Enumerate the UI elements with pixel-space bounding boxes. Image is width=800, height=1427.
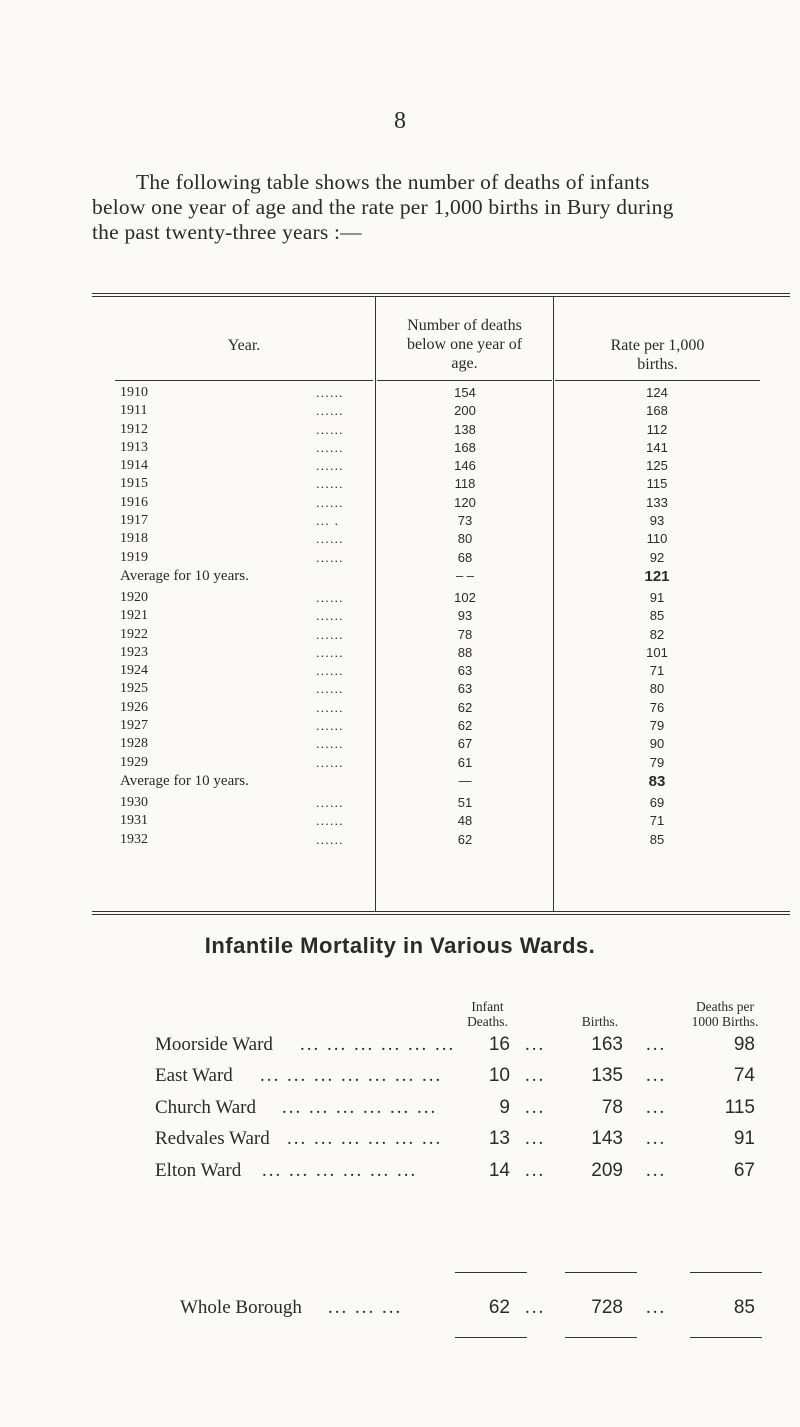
leader-dots: ......: [316, 718, 344, 734]
deaths-cell: 48: [457, 813, 473, 829]
table-row: [0, 813, 800, 831]
leader-dots: ......: [316, 549, 344, 565]
leader-dots: ... ... ... ... ... ...: [262, 1160, 418, 1181]
table-row: [0, 422, 800, 440]
infant-deaths-cell: 62: [488, 1297, 510, 1318]
separator-dots: ...: [525, 1034, 546, 1055]
header-year: Year.: [227, 337, 261, 354]
rate-cell: 121: [644, 567, 670, 585]
separator-dots: ...: [525, 1128, 546, 1149]
deaths-cell: —: [458, 772, 472, 788]
table-row: [0, 590, 800, 608]
rate-cell: 110: [646, 531, 668, 547]
ward-header-line: 1000 Births.: [691, 1014, 759, 1029]
year-cell: 1929: [120, 754, 148, 770]
deaths-cell: 62: [457, 699, 473, 715]
separator-dots: ...: [525, 1160, 546, 1181]
year-cell: 1931: [120, 813, 148, 829]
ward-name: Whole Borough: [180, 1297, 302, 1318]
leader-dots: ......: [316, 754, 344, 770]
page-number: 8: [394, 108, 406, 134]
table-row: [0, 795, 800, 813]
header-rate: [555, 336, 760, 374]
leader-dots: ... ... ...: [328, 1297, 403, 1318]
rate-cell: 85: [649, 608, 665, 624]
header-divider: [555, 380, 760, 381]
intro-paragraph: [92, 170, 768, 245]
year-cell: 1928: [120, 736, 148, 752]
rate-cell: 69: [649, 794, 665, 810]
rate-cell: 93: [649, 513, 665, 529]
table-bottom-rule: [92, 911, 790, 912]
header-deaths-line: age.: [451, 355, 478, 372]
deaths-cell: 62: [457, 831, 473, 847]
sum-line: [455, 1337, 527, 1338]
header-divider: [377, 380, 552, 381]
year-cell: 1923: [120, 644, 148, 660]
sum-line: [565, 1337, 637, 1338]
separator-dots: ...: [646, 1128, 667, 1149]
rate-cell: 85: [733, 1297, 755, 1318]
year-cell: 1917: [120, 513, 148, 529]
table-row: [0, 531, 800, 549]
rate-cell: 74: [733, 1065, 755, 1086]
table-row: [0, 663, 800, 681]
table-row: [0, 495, 800, 513]
ward-name: Moorside Ward: [155, 1034, 273, 1055]
infant-deaths-cell: 10: [488, 1065, 510, 1086]
rate-cell: 133: [646, 494, 668, 510]
leader-dots: ......: [316, 494, 344, 510]
header-rate-line: Rate per 1,000: [610, 337, 705, 354]
rate-cell: 71: [649, 663, 665, 679]
rate-cell: 90: [649, 736, 665, 752]
table-row: [0, 513, 800, 531]
ward-row: [0, 1097, 800, 1127]
rate-cell: 141: [646, 439, 668, 455]
intro-line: the past twenty-three years :—: [92, 220, 362, 244]
leader-dots: ......: [316, 736, 344, 752]
rate-cell: 79: [649, 754, 665, 770]
year-cell: 1915: [120, 476, 148, 492]
year-cell: 1924: [120, 663, 148, 679]
sum-line: [565, 1272, 637, 1273]
deaths-cell: 63: [457, 681, 473, 697]
deaths-cell: 102: [454, 589, 476, 605]
separator-dots: ...: [646, 1065, 667, 1086]
year-cell: 1932: [120, 831, 148, 847]
header-deaths: [377, 316, 552, 373]
ward-header-infant: [455, 999, 520, 1029]
separator-dots: ...: [525, 1297, 546, 1318]
rate-cell: 76: [649, 699, 665, 715]
leader-dots: ......: [316, 421, 344, 437]
ward-header-line: Infant: [471, 999, 504, 1014]
year-cell: 1912: [120, 421, 148, 437]
table-row: [0, 476, 800, 494]
deaths-cell: 138: [454, 421, 476, 437]
rate-cell: 82: [649, 626, 665, 642]
sum-line: [455, 1272, 527, 1273]
ward-total-row: [0, 1297, 800, 1327]
table-top-rule: [92, 293, 790, 294]
rate-cell: 91: [733, 1128, 755, 1149]
infant-deaths-cell: 13: [488, 1128, 510, 1149]
year-cell: 1925: [120, 681, 148, 697]
sum-line: [690, 1272, 762, 1273]
deaths-cell: 80: [457, 531, 473, 547]
deaths-cell: 78: [457, 626, 473, 642]
leader-dots: ... ... ... ... ... ... ...: [260, 1065, 443, 1086]
deaths-cell: 73: [457, 513, 473, 529]
table-row: [0, 385, 800, 403]
table-body: [0, 385, 800, 850]
births-cell: 143: [591, 1128, 623, 1149]
rate-cell: 91: [649, 589, 665, 605]
leader-dots: ......: [316, 663, 344, 679]
table-row: [0, 550, 800, 568]
leader-dots: ... ... ... ... ... ...: [287, 1128, 443, 1149]
rate-cell: 92: [649, 549, 665, 565]
ward-row: [0, 1065, 800, 1095]
infant-deaths-cell: 9: [499, 1097, 510, 1118]
deaths-cell: 88: [457, 644, 473, 660]
year-cell: 1922: [120, 626, 148, 642]
table-row: [0, 608, 800, 626]
table-row: [0, 645, 800, 663]
year-cell: 1913: [120, 439, 148, 455]
table-row: [0, 736, 800, 754]
deaths-cell: 154: [454, 385, 476, 400]
header-rate-line: births.: [637, 356, 678, 373]
deaths-cell: – –: [455, 567, 475, 583]
leader-dots: ......: [316, 439, 344, 455]
ward-row: [0, 1160, 800, 1190]
rate-cell: 125: [646, 458, 668, 474]
rate-cell: 98: [733, 1034, 755, 1055]
rate-cell: 115: [724, 1097, 755, 1118]
table-top-rule: [92, 296, 790, 297]
deaths-cell: 61: [457, 754, 473, 770]
header-divider: [115, 380, 373, 381]
leader-dots: ......: [316, 794, 344, 810]
deaths-cell: 93: [457, 608, 473, 624]
leader-dots: ......: [316, 608, 344, 624]
ward-name: Redvales Ward: [155, 1128, 270, 1149]
deaths-cell: 120: [454, 494, 476, 510]
deaths-cell: 118: [454, 476, 476, 492]
table-row: [0, 755, 800, 773]
year-cell: 1919: [120, 549, 148, 565]
rate-cell: 115: [646, 476, 668, 492]
rate-cell: 71: [649, 813, 665, 829]
rate-cell: 124: [646, 385, 668, 400]
rate-cell: 83: [648, 772, 666, 790]
table-row: [0, 718, 800, 736]
leader-dots: ......: [316, 476, 344, 492]
leader-dots: ......: [316, 458, 344, 474]
year-cell: 1927: [120, 718, 148, 734]
leader-dots: ......: [316, 531, 344, 547]
table-row: [0, 627, 800, 645]
ward-header-births: Births.: [581, 1014, 619, 1029]
separator-dots: ...: [646, 1297, 667, 1318]
ward-name: Church Ward: [155, 1097, 257, 1118]
intro-line: The following table shows the number of deaths of infants: [136, 170, 650, 194]
births-cell: 135: [591, 1065, 623, 1086]
deaths-cell: 63: [457, 663, 473, 679]
leader-dots: ......: [316, 699, 344, 715]
separator-dots: ...: [525, 1097, 546, 1118]
table-row: [0, 403, 800, 421]
leader-dots: ......: [316, 589, 344, 605]
deaths-cell: 68: [457, 549, 473, 565]
year-cell: 1930: [120, 794, 148, 810]
leader-dots: ......: [316, 644, 344, 660]
year-cell: 1920: [120, 589, 148, 605]
deaths-cell: 168: [454, 439, 476, 455]
births-cell: 209: [591, 1160, 623, 1181]
leader-dots: ... ... ... ... ... ...: [300, 1034, 456, 1055]
leader-dots: ......: [316, 813, 344, 829]
rate-cell: 112: [646, 421, 668, 437]
leader-dots: ......: [316, 626, 344, 642]
year-cell: 1918: [120, 531, 148, 547]
ward-header-line: Deaths per: [695, 999, 755, 1014]
leader-dots: ......: [316, 385, 344, 400]
rate-cell: 101: [646, 644, 668, 660]
deaths-cell: 200: [454, 403, 476, 419]
separator-dots: ...: [646, 1160, 667, 1181]
header-deaths-line: below one year of: [406, 336, 523, 353]
leader-dots: ......: [316, 831, 344, 847]
year-cell: Average for 10 years.: [120, 567, 249, 584]
wards-title: Infantile Mortality in Various Wards.: [204, 933, 596, 958]
intro-line: below one year of age and the rate per 1,000 births in Bury during: [92, 195, 674, 219]
table-row: [0, 458, 800, 476]
average-row: [0, 773, 800, 795]
deaths-cell: 67: [457, 736, 473, 752]
leader-dots: ... .: [316, 513, 340, 529]
table-row: [0, 700, 800, 718]
table-row: [0, 681, 800, 699]
separator-dots: ...: [646, 1034, 667, 1055]
year-cell: 1914: [120, 458, 148, 474]
ward-row: [0, 1128, 800, 1158]
rate-cell: 85: [649, 831, 665, 847]
leader-dots: ... ... ... ... ... ...: [282, 1097, 438, 1118]
table-row: [0, 440, 800, 458]
table-bottom-rule: [92, 914, 790, 915]
rate-cell: 80: [649, 681, 665, 697]
infant-deaths-cell: 16: [488, 1034, 510, 1055]
year-cell: 1921: [120, 608, 148, 624]
rate-cell: 168: [646, 403, 668, 419]
deaths-cell: 51: [457, 794, 473, 810]
births-cell: 163: [591, 1034, 623, 1055]
births-cell: 728: [591, 1297, 623, 1318]
year-cell: 1911: [120, 403, 148, 419]
sum-line: [690, 1337, 762, 1338]
ward-name: Elton Ward: [155, 1160, 242, 1181]
ward-name: East Ward: [155, 1065, 233, 1086]
infant-deaths-cell: 14: [488, 1160, 510, 1181]
header-deaths-line: Number of deaths: [407, 317, 522, 334]
rate-cell: 67: [733, 1160, 755, 1181]
separator-dots: ...: [646, 1097, 667, 1118]
table-row: [0, 832, 800, 850]
rate-cell: 79: [649, 718, 665, 734]
year-cell: 1926: [120, 699, 148, 715]
deaths-cell: 62: [457, 718, 473, 734]
year-cell: 1910: [120, 385, 148, 400]
leader-dots: ......: [316, 681, 344, 697]
ward-row: [0, 1034, 800, 1064]
separator-dots: ...: [525, 1065, 546, 1086]
ward-header-rate: [680, 999, 770, 1029]
average-row: [0, 568, 800, 590]
deaths-cell: 146: [454, 458, 476, 474]
year-cell: 1916: [120, 494, 148, 510]
births-cell: 78: [601, 1097, 623, 1118]
year-cell: Average for 10 years.: [120, 772, 249, 789]
ward-header-line: Deaths.: [467, 1014, 508, 1029]
leader-dots: ......: [316, 403, 344, 419]
